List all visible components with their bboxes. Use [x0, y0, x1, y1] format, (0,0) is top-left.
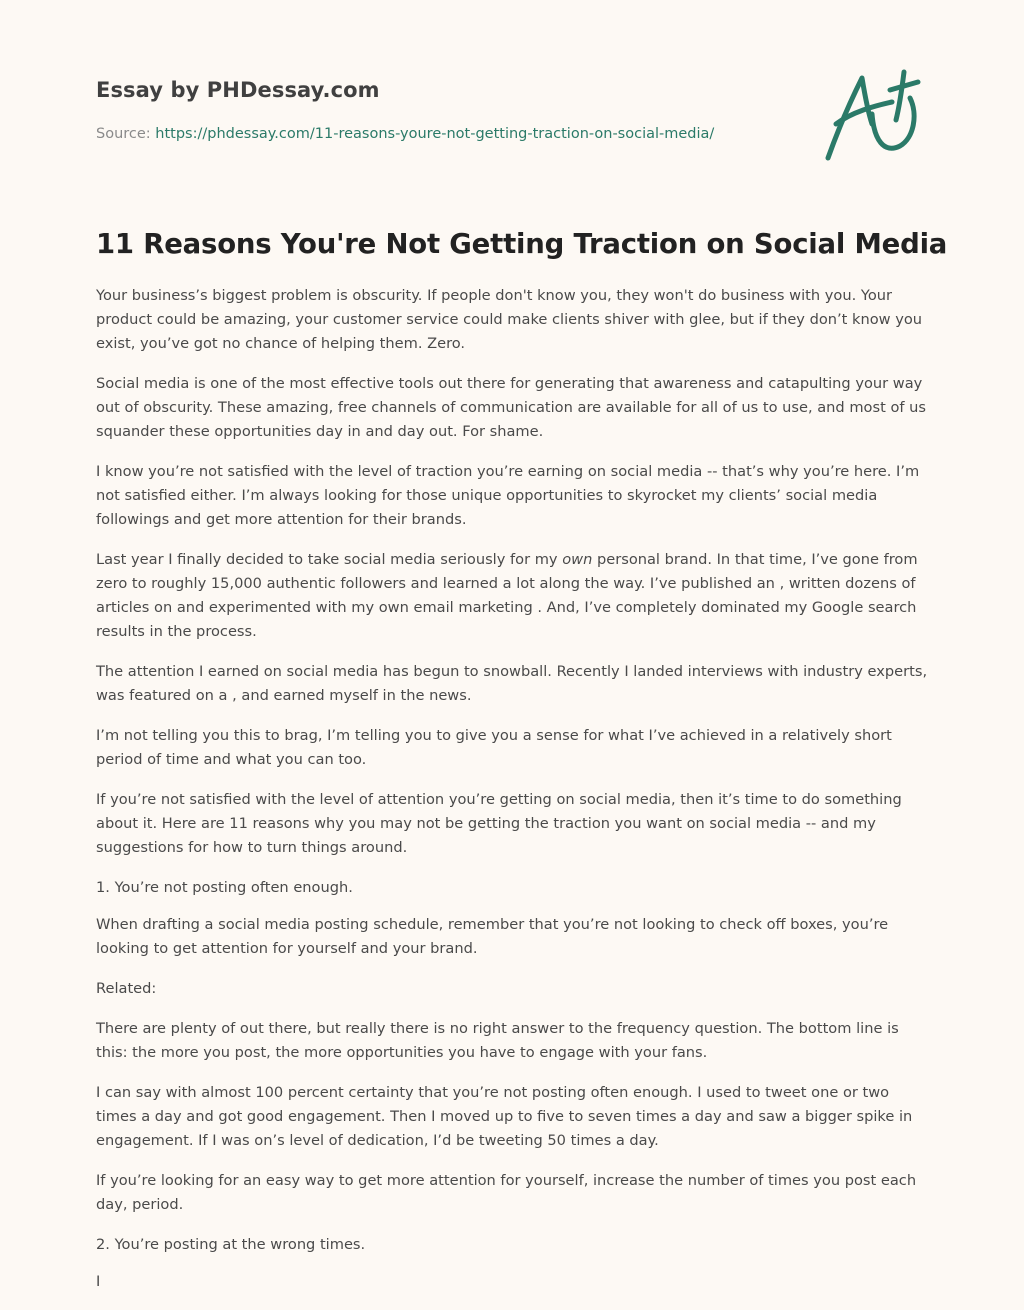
source-label: Source: — [96, 126, 156, 142]
essay-title: 11 Reasons You're Not Getting Traction on Social Media — [96, 228, 948, 260]
a-plus-grade-logo — [818, 66, 930, 166]
paragraph: Related: — [96, 980, 157, 997]
page-header — [96, 76, 796, 142]
paragraph: If you’re not satisfied with the level of attention you’re getting on social media, then it’s time to do something about it. Here are 11 reasons why you may not be getting the traction you want on social media -- and my suggestions for how to turn things around. — [96, 791, 902, 856]
paragraph: The attention I earned on social media has begun to snowball. Recently I landed interviews with industry experts, was featured on a , and earned myself in the news. — [96, 663, 928, 704]
paragraph-text: personal brand. In that time, I’ve gone from zero to roughly 15,000 authentic followers and learned a lot along the way. I’ve published an , written dozens of articles on and experimented with my own email marketing . And, I’ve completely dominated my Google search results in the process. — [96, 551, 918, 640]
paragraph — [96, 548, 928, 644]
paragraph: When drafting a social media posting schedule, remember that you’re not looking to check off boxes, you’re looking to get attention for yourself and your brand. — [96, 916, 889, 957]
source-line — [96, 124, 714, 144]
brand-title: Essay by PHDessay.com — [96, 78, 380, 102]
section-heading: 1. You’re not posting often enough. — [96, 879, 353, 896]
paragraph: I’m not telling you this to brag, I’m telling you to give you a sense for what I’ve achieved in a relatively short period of time and what you can too. — [96, 727, 892, 768]
paragraph: I can say with almost 100 percent certainty that you’re not posting often enough. I used to tweet one or two times a day and got good engagement. Then I moved up to five to seven times a day and saw a bigger spike in engagement. If I was on’s level of dedication, I’d be tweeting 50 times a day. — [96, 1084, 913, 1149]
emphasis-text: own — [562, 551, 593, 568]
paragraph-text: Last year I finally decided to take social media seriously for my — [96, 551, 563, 568]
paragraph: Your business’s biggest problem is obscurity. If people don't know you, they won't do business with you. Your product could be amazing, your customer service could make clients shiver with glee, but if they don’t know you exist, you’ve got no chance of helping them. Zero. — [96, 287, 923, 352]
paragraph: If you’re looking for an easy way to get more attention for yourself, increase the number of times you post each day, period. — [96, 1172, 917, 1213]
paragraph: I know you’re not satisfied with the level of traction you’re earning on social media -- that’s why you’re here. I’m not satisfied either. I’m always looking for those unique opportunities to skyrocket my clients’ social media followings and get more attention for their brands. — [96, 463, 920, 528]
paragraph: There are plenty of out there, but really there is no right answer to the frequency question. The bottom line is this: the more you post, the more opportunities you have to engage with your fans. — [96, 1020, 899, 1061]
a-plus-icon — [818, 66, 930, 166]
source-link[interactable]: https://phdessay.com/11-reasons-youre-not-getting-traction-on-social-media/ — [155, 126, 715, 142]
section-heading: 2. You’re posting at the wrong times. — [96, 1236, 366, 1253]
paragraph: I — [96, 1273, 101, 1290]
paragraph: Social media is one of the most effective tools out there for generating that awareness and catapulting your way out of obscurity. These amazing, free channels of communication are available for all of us to use, and most of us squander these opportunities day in and day out. For shame. — [96, 375, 927, 440]
essay-body — [96, 284, 928, 1310]
